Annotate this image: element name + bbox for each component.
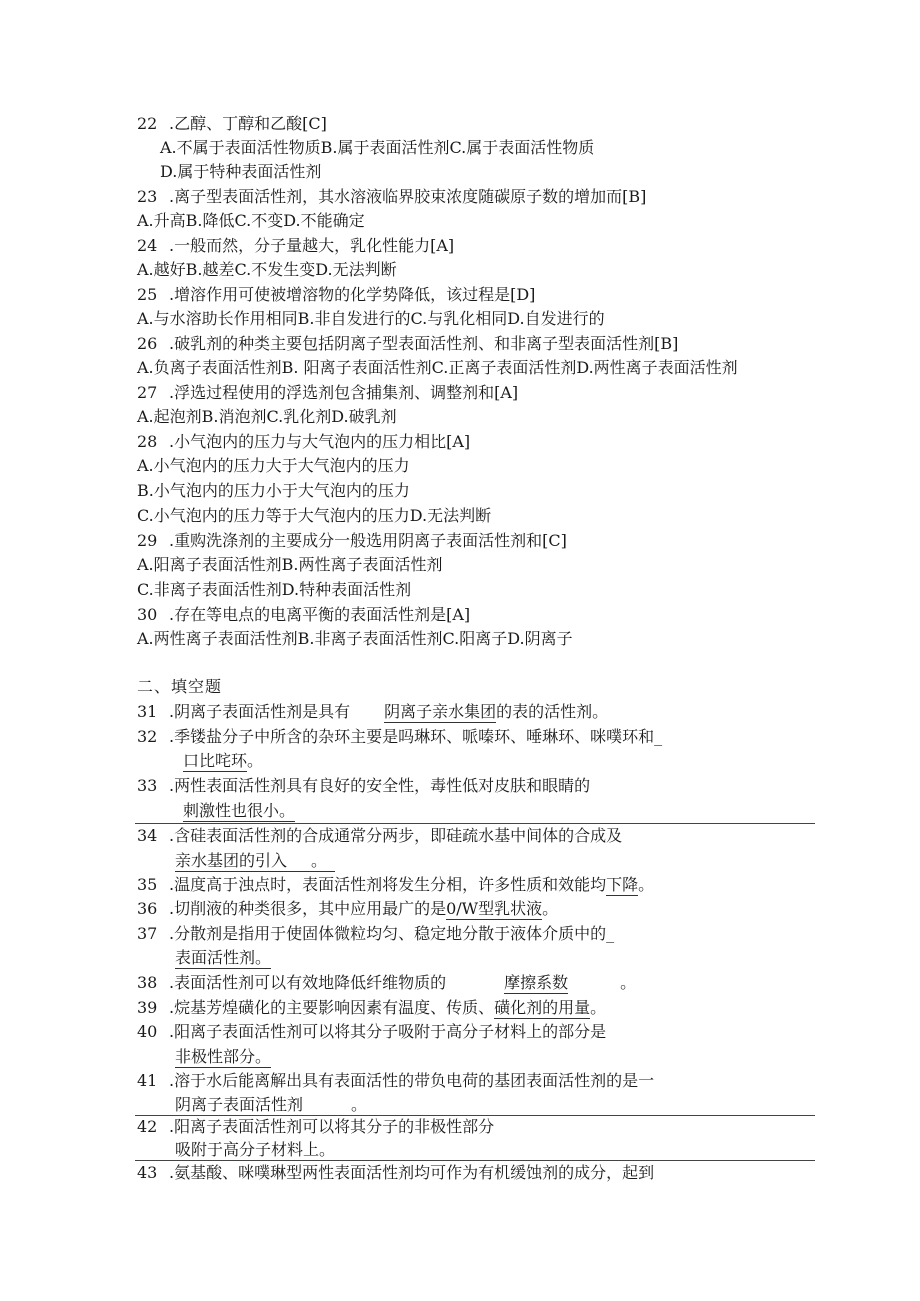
question-24: 24 .一般而然，分子量越大，乳化性能力[A] [137,236,455,255]
question-37-answer-line [175,947,271,969]
question-41: 41 .溶于水后能离解出具有表面活性的带负电荷的基团表面活性剂的是一 [137,1071,655,1090]
question-33: 33 .两性表面活性剂具有良好的安全性，毒性低对皮肤和眼睛的 [137,776,591,795]
answer: 亲水基团的引入 。 [175,851,335,872]
question-28-options: B.小气泡内的压力小于大气泡内的压力 [137,481,410,500]
question-36: 36 .切削液的种类很多，其中应用最广的是0/W型乳状液。 [137,899,559,918]
question-29: 29 .重购洗涤剂的主要成分一般选用阴离子表面活性剂和[C] [137,531,567,550]
question-22-options: A.不属于表面活性物质B.属于表面活性剂C.属于表面活性物质 [160,138,595,157]
question-25-options: A.与水溶助长作用相同B.非自发进行的C.与乳化相同D.自发进行的 [137,309,605,328]
question-40: 40 .阳离子表面活性剂可以将其分子吸附于高分子材料上的部分是 [137,1022,607,1041]
question-35: 35 .温度高于浊点时，表面活性剂将发生分相，许多性质和效能均下降。 [137,875,655,894]
answer: 阴离子表面活性剂 。 [175,1095,373,1116]
question-37: 37 .分散剂是指用于使固体微粒均匀、稳定地分散于液体介质中的_ [137,924,615,943]
question-28: 28 .小气泡内的压力与大气泡内的压力相比[A] [137,432,471,451]
answer: 下降 [606,875,639,894]
question-27-options: A.起泡剂B.消泡剂C.乳化剂D.破乳剂 [137,407,397,426]
question-32-answer-line: 口比咤环。 [183,751,264,770]
question-28-options: C.小气泡内的压力等于大气泡内的压力D.无法判断 [137,506,492,525]
question-30-options: A.两性离子表面活性剂B.非离子表面活性剂C.阳离子D.阴离子 [137,629,573,648]
answer: 摩擦系数 [504,973,569,992]
question-22: 22 .乙醇、丁醇和乙酸[C] [137,114,327,133]
question-25: 25 .增溶作用可使被增溶物的化学势降低，该过程是[D] [137,285,536,304]
question-32: 32 .季镂盐分子中所含的杂环主要是吗琳环、哌嗪环、唾琳环、咪噗环和_ [137,727,663,746]
answer: 吸附于高分子材料上。 [175,1140,336,1159]
question-30: 30 .存在等电点的电离平衡的表面活性剂是[A] [137,605,471,624]
answer: 非极性部分。 [175,1047,272,1066]
question-39: 39 .烷基芳煌磺化的主要影响因素有温度、传质、磺化剂的用量。 [137,998,607,1017]
question-42-answer-line [175,1139,335,1161]
question-40-answer-line [175,1046,271,1068]
answer: 表面活性剂。 [175,948,272,967]
divider-rule [135,1160,815,1161]
question-38: 38 .表面活性剂可以有效地降低纤维物质的 摩擦系数 。 [137,973,637,992]
question-22-options: D.属于特种表面活性剂 [160,162,322,181]
question-29-options: A.阳离子表面活性剂B.两性离子表面活性剂 [137,555,443,574]
question-29-options: C.非离子表面活性剂D.特种表面活性剂 [137,580,412,599]
question-43: 43 .氨基酸、咪噗琳型两性表面活性剂均可作为有机缓蚀剂的成分，起到 [137,1163,655,1182]
question-31: 31 .阴离子表面活性剂是具有 阴离子亲水集团的表的活性剂。 [137,702,609,721]
question-34: 34 .含硅表面活性剂的合成通常分两步，即硅疏水基中间体的合成及 [137,826,623,845]
answer: 刺激性也很小。 [183,801,296,820]
question-28-options: A.小气泡内的压力大于大气泡内的压力 [137,456,410,475]
section-title: 二、填空题 [137,677,223,696]
answer: 0/W型乳状液 [446,899,543,918]
answer: 口比咤环 [183,751,248,770]
question-27: 27 .浮选过程使用的浮选剂包含捕集剂、调整剂和[A] [137,383,519,402]
question-33-answer-line [183,800,295,822]
divider-rule [135,823,815,824]
question-42: 42 .阳离子表面活性剂可以将其分子的非极性部分 [137,1117,495,1136]
question-24-options: A.越好B.越差C.不发生变D.无法判断 [137,260,397,279]
question-23: 23 .离子型表面活性剂，其水溶液临界胶束浓度随碳原子数的增加而[B] [137,187,647,206]
question-26: 26 .破乳剂的种类主要包括阴离子型表面活性剂、和非离子型表面活性剂[B] [137,334,679,353]
answer: 阴离子亲水集团 [384,702,497,721]
question-41-answer-line [175,1094,373,1116]
question-23-options: A.升高B.降低C.不变D.不能确定 [137,211,365,230]
question-26-options: A.负离子表面活性剂B. 阳离子表面活性剂C.正离子表面活性剂D.两性离子表面活性剂 [137,358,738,377]
answer: 磺化剂的用量 [494,998,591,1017]
question-34-answer-line [175,850,335,872]
